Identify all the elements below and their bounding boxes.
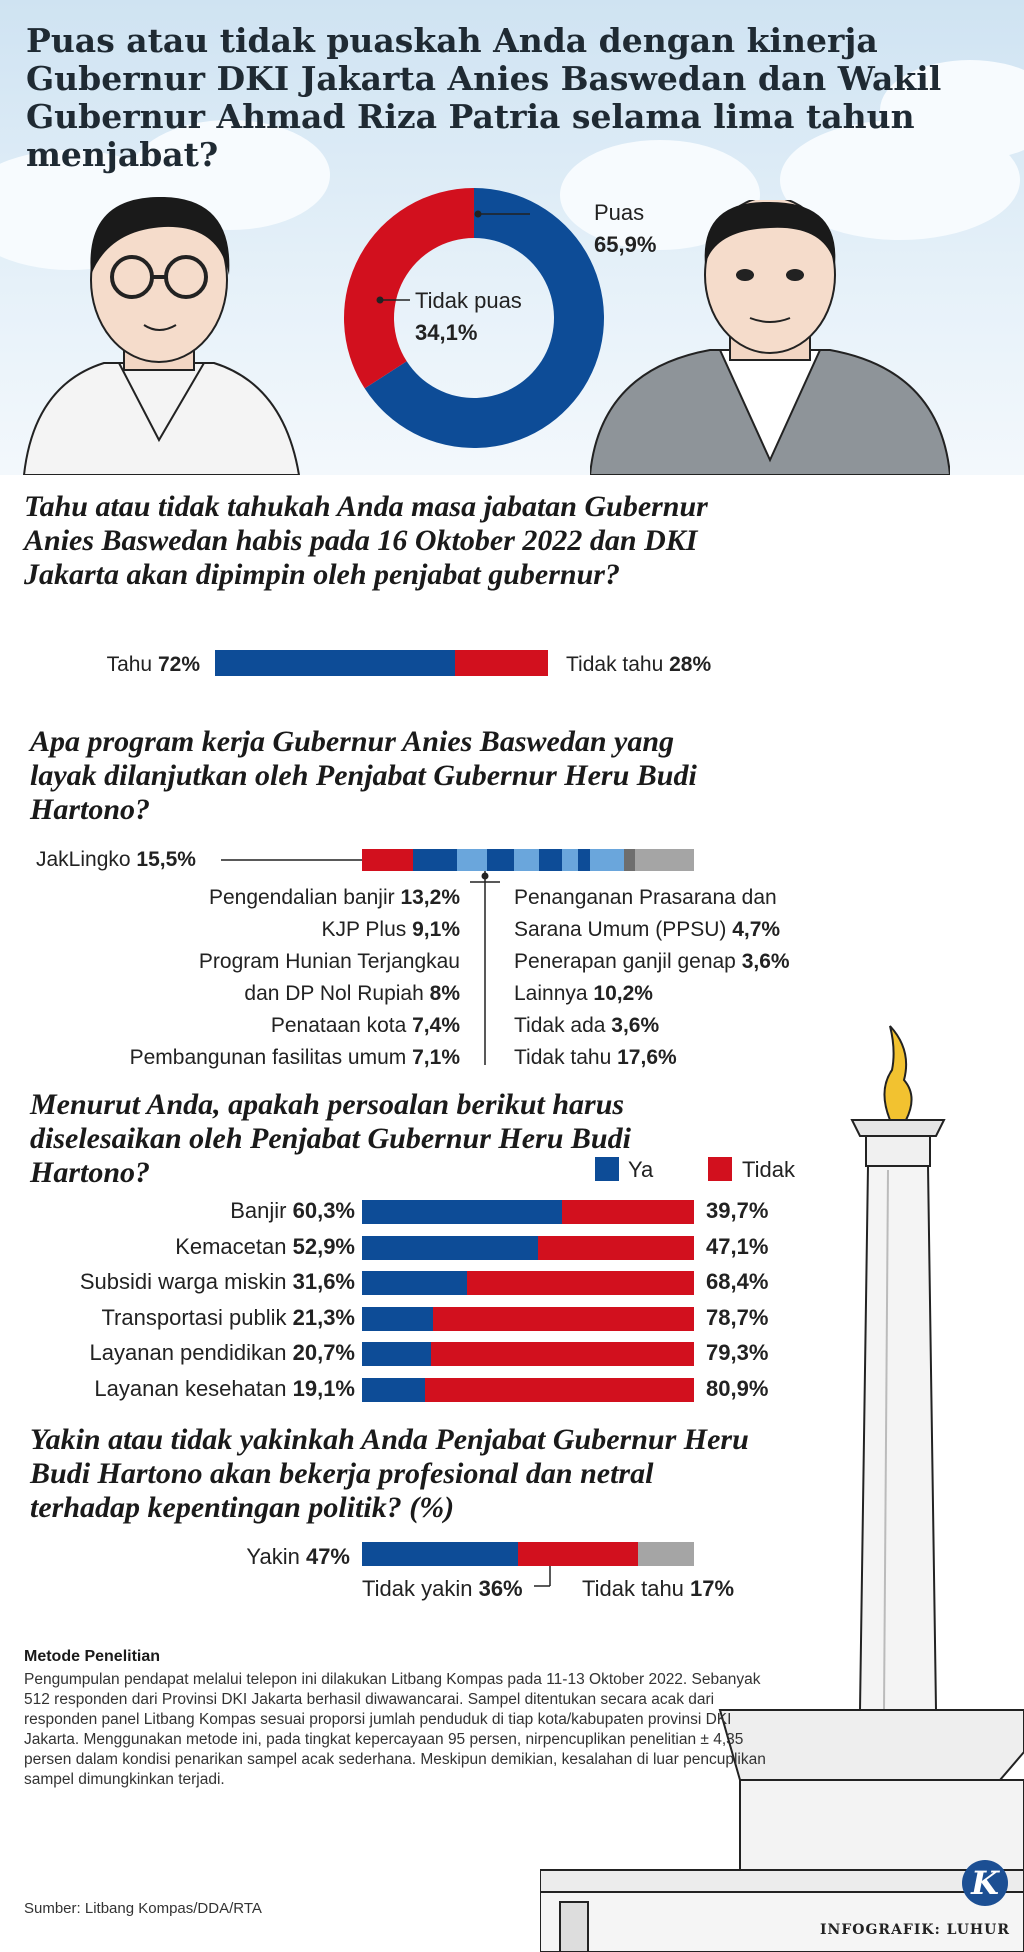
bar-segment-ya: [362, 1378, 425, 1402]
bar-segment-yakin: [362, 1542, 518, 1566]
tidak-puas-value: 34,1%: [415, 320, 478, 345]
method-title: Metode Penelitian: [24, 1648, 161, 1665]
bar-segment-ya: [362, 1236, 538, 1260]
bar-segment-pengendalian-banjir: [413, 849, 457, 871]
tidak-yakin-label-group: [362, 1576, 523, 1602]
confidence-tidak-tahu-value: 17%: [690, 1576, 735, 1601]
program-name: Sarana Umum (PPSU): [514, 918, 727, 941]
page-title: Puas atau tidak puaskah Anda dengan kinerja Gubernur DKI Jakarta Anies Baswedan dan Wakil Gubernur Ahmad Riza Patria selama lima tahun menjabat?: [26, 21, 942, 174]
bar-segment-tidak-tahu: [455, 650, 548, 676]
bar-segment-tidak-tahu: [635, 849, 693, 871]
program-label: [40, 1013, 460, 1039]
bar-segment-program-hunian-terjangkau-dan-dp-nol-rupiah: [487, 849, 514, 871]
issue-row-label: [30, 1376, 355, 1402]
method-text: Pengumpulan pendapat melalui telepon ini dilakukan Litbang Kompas pada 11-13 Oktober 2022. Sebanyak 512 responden dari Provinsi DKI Jakarta berhasil diwawancarai. Sampel ditentukan secara acak dari responden panel Litbang Kompas sesuai proporsi jumlah penduduk di tiap kota/kabupaten provinsi DKI Jakarta. Menggunakan metode ini, pada tingkat kepercayaan 95 persen, nirpencuplikan penelitian ± 4,35 persen dalam kondisi penarikan sampel acak sederhana. Meskipun demikian, kesalahan di luar pencuplikan sampel dimungkinkan terjadi.: [24, 1671, 766, 1788]
bar-segment-tidak-ada: [624, 849, 636, 871]
issue-row-label: [30, 1198, 355, 1224]
bar-segment-penataan-kota: [514, 849, 539, 871]
anies-portrait-illustration: [14, 185, 304, 475]
issue-tidak-value: 68,4%: [706, 1269, 769, 1294]
program-name: Lainnya: [514, 982, 588, 1005]
program-name: Penataan kota: [270, 1014, 407, 1037]
program-label: [514, 917, 780, 943]
issue-name: Subsidi warga miskin: [79, 1269, 287, 1294]
bar-segment-ya: [362, 1271, 467, 1295]
issue-tidak-value: 80,9%: [706, 1375, 769, 1401]
program-name: Pembangunan fasilitas umum: [129, 1046, 407, 1069]
program-value: 8%: [429, 982, 460, 1005]
tahu-label: Tahu: [106, 653, 153, 676]
program-value: 13,2%: [400, 886, 460, 909]
program-name: Program Hunian Terjangkau: [198, 950, 460, 973]
program-label: [40, 885, 460, 911]
jaklingko-value: 15,5%: [136, 848, 196, 871]
issues-question: Menurut Anda, apakah persoalan berikut harus diselesaikan oleh Penjabat Gubernur Heru Budi Hartono?: [30, 1088, 631, 1189]
program-name: Penerapan ganjil genap: [514, 950, 736, 973]
program-value: 17,6%: [617, 1046, 677, 1069]
bar-segment-penanganan-prasarana-dan-sarana-umum-ppsu: [562, 849, 578, 871]
issue-name: Kemacetan: [175, 1233, 287, 1259]
yakin-value: 47%: [305, 1544, 350, 1569]
issue-name: Banjir: [230, 1198, 287, 1223]
yakin-label-group: [160, 1544, 350, 1570]
legend-tidak-label: Tidak: [742, 1157, 795, 1182]
puas-value: 65,9%: [594, 232, 657, 257]
program-value: 7,1%: [412, 1046, 460, 1069]
program-label: [40, 917, 460, 943]
program-label: [40, 981, 460, 1007]
program-label: [514, 981, 653, 1007]
puas-leader-dot: [475, 211, 482, 218]
program-value: 3,6%: [741, 950, 790, 973]
program-value: 7,4%: [412, 1014, 460, 1037]
issue-tidak-value: 47,1%: [706, 1233, 769, 1259]
program-label: [514, 885, 777, 911]
jaklingko-label: JakLingko: [36, 848, 131, 871]
know-term-question: Tahu atau tidak tahukah Anda masa jabatan Gubernur Anies Baswedan habis pada 16 Oktober 2022 dan DKI Jakarta akan dipimpin oleh penjabat gubernur?: [24, 490, 708, 591]
bar-segment-penerapan-ganjil-genap: [578, 849, 590, 871]
issue-tidak-value: 78,7%: [706, 1304, 769, 1330]
programs-stacked-bar: [362, 849, 694, 871]
tidak-tahu-value: 28%: [669, 653, 712, 676]
jaklingko-label-group: [36, 847, 196, 873]
issue-row-label: [30, 1340, 355, 1366]
program-label: [40, 949, 460, 975]
program-name: dan DP Nol Rupiah: [244, 982, 424, 1005]
bar-segment-pembangunan-fasilitas-umum: [539, 849, 563, 871]
program-label: [40, 1045, 460, 1071]
issue-tidak-value: 39,7%: [706, 1198, 769, 1223]
issue-row-label: [30, 1305, 355, 1331]
issue-tidak-value: 79,3%: [706, 1340, 769, 1365]
issue-ya-value: 60,3%: [292, 1198, 355, 1223]
program-value: 10,2%: [593, 982, 653, 1005]
confidence-question: Yakin atau tidak yakinkah Anda Penjabat Gubernur Heru Budi Hartono akan bekerja profesional dan netral terhadap kepentingan politik? (%): [30, 1423, 749, 1524]
issue-name: Layanan kesehatan: [94, 1375, 287, 1401]
tidak-yakin-value: 36%: [478, 1576, 523, 1601]
kompas-logo: K: [962, 1860, 1008, 1906]
tidak-tahu-label-group: [566, 652, 711, 678]
program-name: KJP Plus: [321, 918, 407, 941]
program-name: Tidak tahu: [514, 1046, 612, 1069]
issue-ya-value: 20,7%: [292, 1340, 355, 1365]
know-term-bar: [215, 650, 548, 676]
program-label: [514, 949, 790, 975]
program-value: 4,7%: [732, 918, 781, 941]
bar-segment-ya: [362, 1200, 562, 1224]
programs-question: Apa program kerja Gubernur Anies Baswedan yang layak dilanjutkan oleh Penjabat Gubernur Heru Budi Hartono?: [30, 725, 697, 826]
program-value: 9,1%: [412, 918, 460, 941]
issue-name: Layanan pendidikan: [89, 1340, 287, 1365]
bar-segment-jaklingko: [362, 849, 413, 871]
program-name: Penanganan Prasarana dan: [514, 886, 777, 909]
source-text: Sumber: Litbang Kompas/DDA/RTA: [24, 1900, 262, 1917]
program-name: Pengendalian banjir: [208, 886, 395, 909]
tahu-value: 72%: [157, 653, 200, 676]
tidak-yakin-label: Tidak yakin: [362, 1576, 473, 1601]
monas-monument-illustration: [540, 1020, 1024, 1952]
tidak-tahu-label: Tidak tahu: [566, 653, 664, 676]
infographic-credit: INFOGRAFIK: LUHUR: [820, 1922, 1010, 1938]
puas-label: Puas: [594, 200, 645, 225]
issue-row-label: [30, 1269, 355, 1295]
issue-ya-value: 21,3%: [292, 1304, 355, 1330]
program-value: 3,6%: [611, 1014, 660, 1037]
issue-name: Transportasi publik: [101, 1304, 287, 1330]
bar-segment-tahu: [215, 650, 455, 676]
bar-segment-ya: [362, 1307, 433, 1331]
issue-ya-value: 52,9%: [292, 1233, 355, 1259]
program-name: Tidak ada: [514, 1014, 606, 1037]
bar-segment-ya: [362, 1342, 431, 1366]
issue-ya-value: 31,6%: [292, 1269, 355, 1294]
bar-segment-lainnya: [590, 849, 624, 871]
issue-ya-value: 19,1%: [292, 1375, 355, 1401]
tidak-puas-leader-dot: [377, 297, 384, 304]
tidak-puas-label: Tidak puas: [415, 288, 522, 313]
confidence-tidak-tahu-label: Tidak tahu: [582, 1576, 684, 1601]
legend-ya-label: Ya: [628, 1157, 654, 1182]
bar-segment-kjp-plus: [457, 849, 487, 871]
yakin-label: Yakin: [246, 1544, 300, 1569]
tahu-label-group: [40, 652, 200, 678]
issue-row-label: [30, 1234, 355, 1260]
